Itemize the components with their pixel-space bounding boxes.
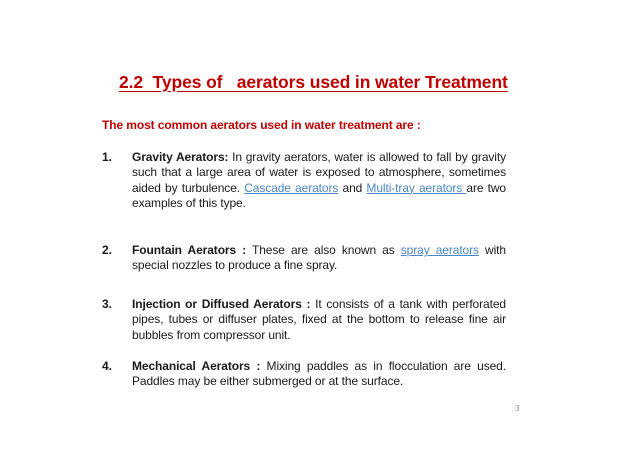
cascade-aerators-link[interactable]: Cascade aerators — [244, 180, 339, 195]
item-term: Injection or Diffused Aerators : — [132, 297, 311, 311]
item-text: with special nozzles to produce a fine spray. — [132, 243, 506, 273]
item-body — [132, 359, 506, 390]
list-item-gravity-aerators — [102, 150, 506, 211]
item-body — [132, 243, 506, 274]
item-number: 1. — [102, 150, 113, 164]
list-item-diffused-aerators — [102, 297, 506, 343]
item-term: Mechanical Aerators : — [132, 359, 261, 373]
item-text: are two examples of this type. — [132, 180, 506, 210]
list-item-mechanical-aerators — [102, 359, 506, 390]
list-item-fountain-aerators — [102, 243, 506, 274]
item-number: 3. — [102, 297, 113, 311]
item-text: These are also known as — [246, 243, 401, 257]
item-number: 4. — [102, 359, 113, 373]
item-body — [132, 297, 506, 343]
item-text: It consists of a tank with perforated pipes, tubes or diffuser plates, fixed at the bottom to release fine air bubbles from compressor unit. — [132, 297, 506, 342]
intro-text: The most common aerators used in water treatment are : — [102, 118, 421, 132]
item-text: Mixing paddles as in flocculation are used. Paddles may be either submerged or at the surface. — [132, 359, 506, 389]
item-number: 2. — [102, 243, 113, 257]
item-term: Gravity Aerators: — [132, 150, 229, 164]
spray-aerators-link[interactable]: spray aerators — [400, 243, 479, 257]
item-text: and — [338, 180, 367, 195]
item-body — [132, 150, 506, 211]
item-term: Fountain Aerators : — [132, 243, 247, 257]
multi-tray-aerators-link[interactable]: Multi-tray aerators — [366, 180, 467, 195]
slide-title: 2.2 Types of aerators used in water Treatment — [119, 72, 508, 92]
page-number: 3 — [515, 404, 520, 413]
item-text: In gravity aerators, water is allowed to fall by gravity such that a large area of water is exposed to atmosphere, sometimes aided by turbulence. — [132, 150, 506, 195]
